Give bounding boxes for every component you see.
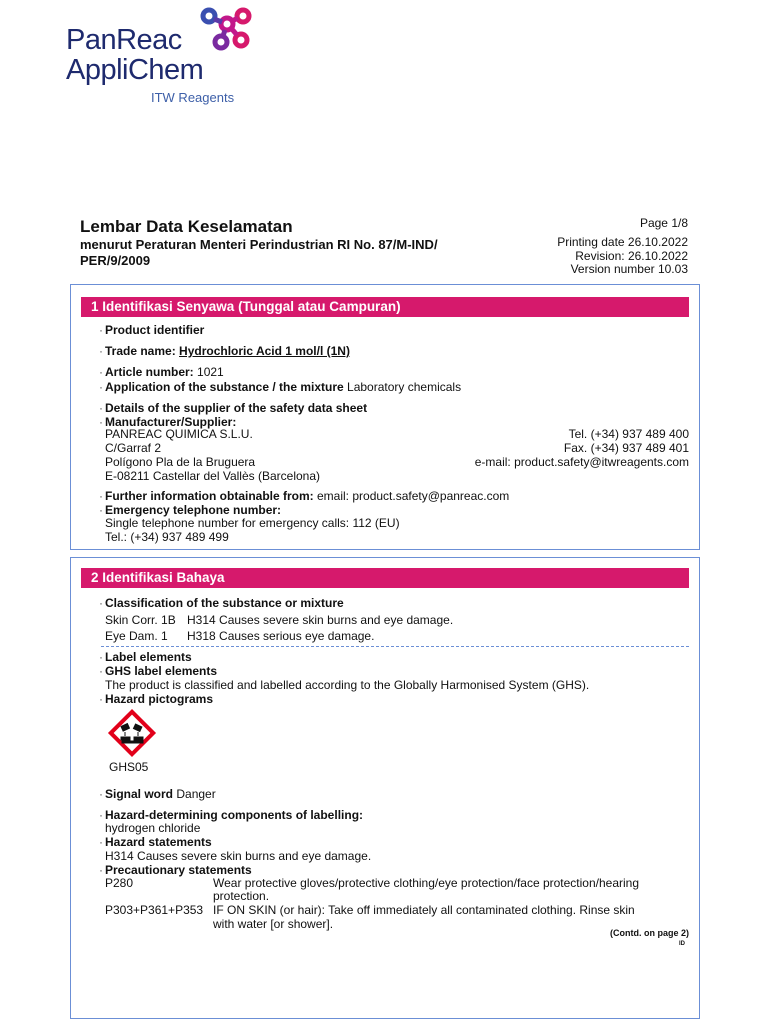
- section-heading-text: 1 Identifikasi Senyawa (Tunggal atau Campuran): [91, 299, 401, 314]
- country-id-mark: ID: [679, 941, 685, 947]
- application-label: Application of the substance / the mixture: [105, 380, 344, 394]
- class-text: H314 Causes severe skin burns and eye damage.: [187, 613, 454, 627]
- emergency-label: Emergency telephone number:: [105, 503, 282, 517]
- page-number: Page 1/8: [639, 216, 688, 230]
- supplier-details-label: Details of the supplier of the safety data sheet: [105, 401, 368, 415]
- address-line: C/Garraf 2: [105, 441, 162, 455]
- signal-word-label: Signal word: [105, 787, 174, 801]
- precaution-code: P303+P361+P353: [105, 903, 204, 917]
- corrosion-icon: [107, 708, 157, 758]
- further-info-value: email: product.safety@panreac.com: [313, 489, 510, 503]
- section-heading-text: 2 Identifikasi Bahaya: [91, 570, 225, 585]
- address-line: PANREAC QUIMICA S.L.U.: [105, 427, 253, 441]
- article-row: [105, 365, 224, 379]
- revision-date: Revision: 26.10.2022: [575, 248, 688, 263]
- precaution-code: P280: [105, 876, 134, 890]
- further-info-row: [105, 489, 509, 503]
- bullet: ·: [99, 596, 103, 610]
- bullet: ·: [99, 808, 103, 822]
- pictogram-code: GHS05: [109, 760, 149, 774]
- trade-name-label: Trade name:: [105, 344, 176, 358]
- bullet: ·: [99, 835, 103, 849]
- manufacturer-label: Manufacturer/Supplier:: [105, 415, 237, 429]
- bullet: ·: [99, 401, 103, 415]
- signal-word-row: [105, 787, 216, 801]
- bullet: ·: [99, 380, 103, 394]
- trade-name-value: Hydrochloric Acid 1 mol/l (1N): [179, 344, 350, 358]
- label-elements-label: Label elements: [105, 650, 192, 664]
- precaution-text: Wear protective gloves/protective clothing/eye protection/face protection/hearing: [213, 876, 640, 890]
- bullet: ·: [99, 323, 103, 337]
- continued-note: (Contd. on page 2): [610, 928, 689, 938]
- company-logo: [66, 8, 266, 104]
- bullet: ·: [99, 365, 103, 379]
- class-code: Skin Corr. 1B: [105, 613, 176, 627]
- further-info-label: Further information obtainable from:: [105, 489, 314, 503]
- supplier-fax: Fax. (+34) 937 489 401: [563, 441, 689, 455]
- ghs-text: The product is classified and labelled according to the Globally Harmonised System (GHS).: [105, 678, 590, 692]
- supplier-email: e-mail: product.safety@itwreagents.com: [474, 455, 689, 469]
- bullet: ·: [99, 503, 103, 517]
- signal-word-value: Danger: [173, 787, 216, 801]
- section-hazards: [70, 557, 700, 1019]
- article-value: 1021: [193, 365, 224, 379]
- printing-date: Printing date 26.10.2022: [557, 235, 688, 249]
- emergency-line: Tel.: (+34) 937 489 499: [105, 530, 229, 544]
- precaution-text: IF ON SKIN (or hair): Take off immediately all contaminated clothing. Rinse skin: [213, 903, 635, 917]
- bullet: ·: [99, 787, 103, 801]
- emergency-line: Single telephone number for emergency calls: 112 (EU): [105, 516, 400, 530]
- bullet: ·: [99, 344, 103, 358]
- document-meta: [557, 236, 688, 277]
- divider: [101, 646, 689, 647]
- address-line: E-08211 Castellar del Vallès (Barcelona): [105, 469, 320, 483]
- bullet: ·: [99, 863, 103, 877]
- ghs-label: GHS label elements: [105, 664, 218, 678]
- trade-name-row: [105, 344, 350, 358]
- class-code: Eye Dam. 1: [105, 629, 168, 643]
- section-heading: [81, 568, 689, 588]
- bullet: ·: [99, 415, 103, 429]
- version-number: Version number 10.03: [570, 262, 688, 276]
- class-text: H318 Causes serious eye damage.: [187, 629, 375, 643]
- pictograms-label: Hazard pictograms: [105, 692, 214, 706]
- bullet: ·: [99, 650, 103, 664]
- bullet: ·: [99, 489, 103, 503]
- application-value: Laboratory chemicals: [343, 380, 462, 394]
- logo-line1: PanReac: [66, 24, 182, 56]
- product-identifier-label: Product identifier: [105, 323, 205, 337]
- logo-line3: ITW Reagents: [151, 90, 235, 105]
- bullet: ·: [99, 692, 103, 706]
- components-label: Hazard-determining components of labelling:: [105, 808, 364, 822]
- bullet: ·: [99, 664, 103, 678]
- classification-label: Classification of the substance or mixture: [105, 596, 344, 610]
- components-value: hydrogen chloride: [105, 821, 201, 835]
- article-label: Article number:: [105, 365, 194, 379]
- address-line: Polígono Pla de la Bruguera: [105, 455, 256, 469]
- ghs05-pictogram: [107, 708, 157, 763]
- document-subtitle: menurut Peraturan Menteri Perindustrian RI No. 87/M-IND/ PER/9/2009: [80, 237, 438, 268]
- precautionary-label: Precautionary statements: [105, 863, 252, 877]
- supplier-tel: Tel. (+34) 937 489 400: [568, 427, 689, 441]
- document-title: Lembar Data Keselamatan: [80, 217, 293, 236]
- precaution-text: protection.: [213, 889, 270, 903]
- section-identification: [70, 284, 700, 550]
- section-heading: [81, 297, 689, 317]
- hazard-statement: H314 Causes severe skin burns and eye damage.: [105, 849, 372, 863]
- hazard-statements-label: Hazard statements: [105, 835, 212, 849]
- molecule-logo-icon: [197, 6, 253, 54]
- logo-line2: AppliChem: [66, 54, 204, 86]
- application-row: [105, 380, 461, 394]
- precaution-text: with water [or shower].: [213, 917, 334, 931]
